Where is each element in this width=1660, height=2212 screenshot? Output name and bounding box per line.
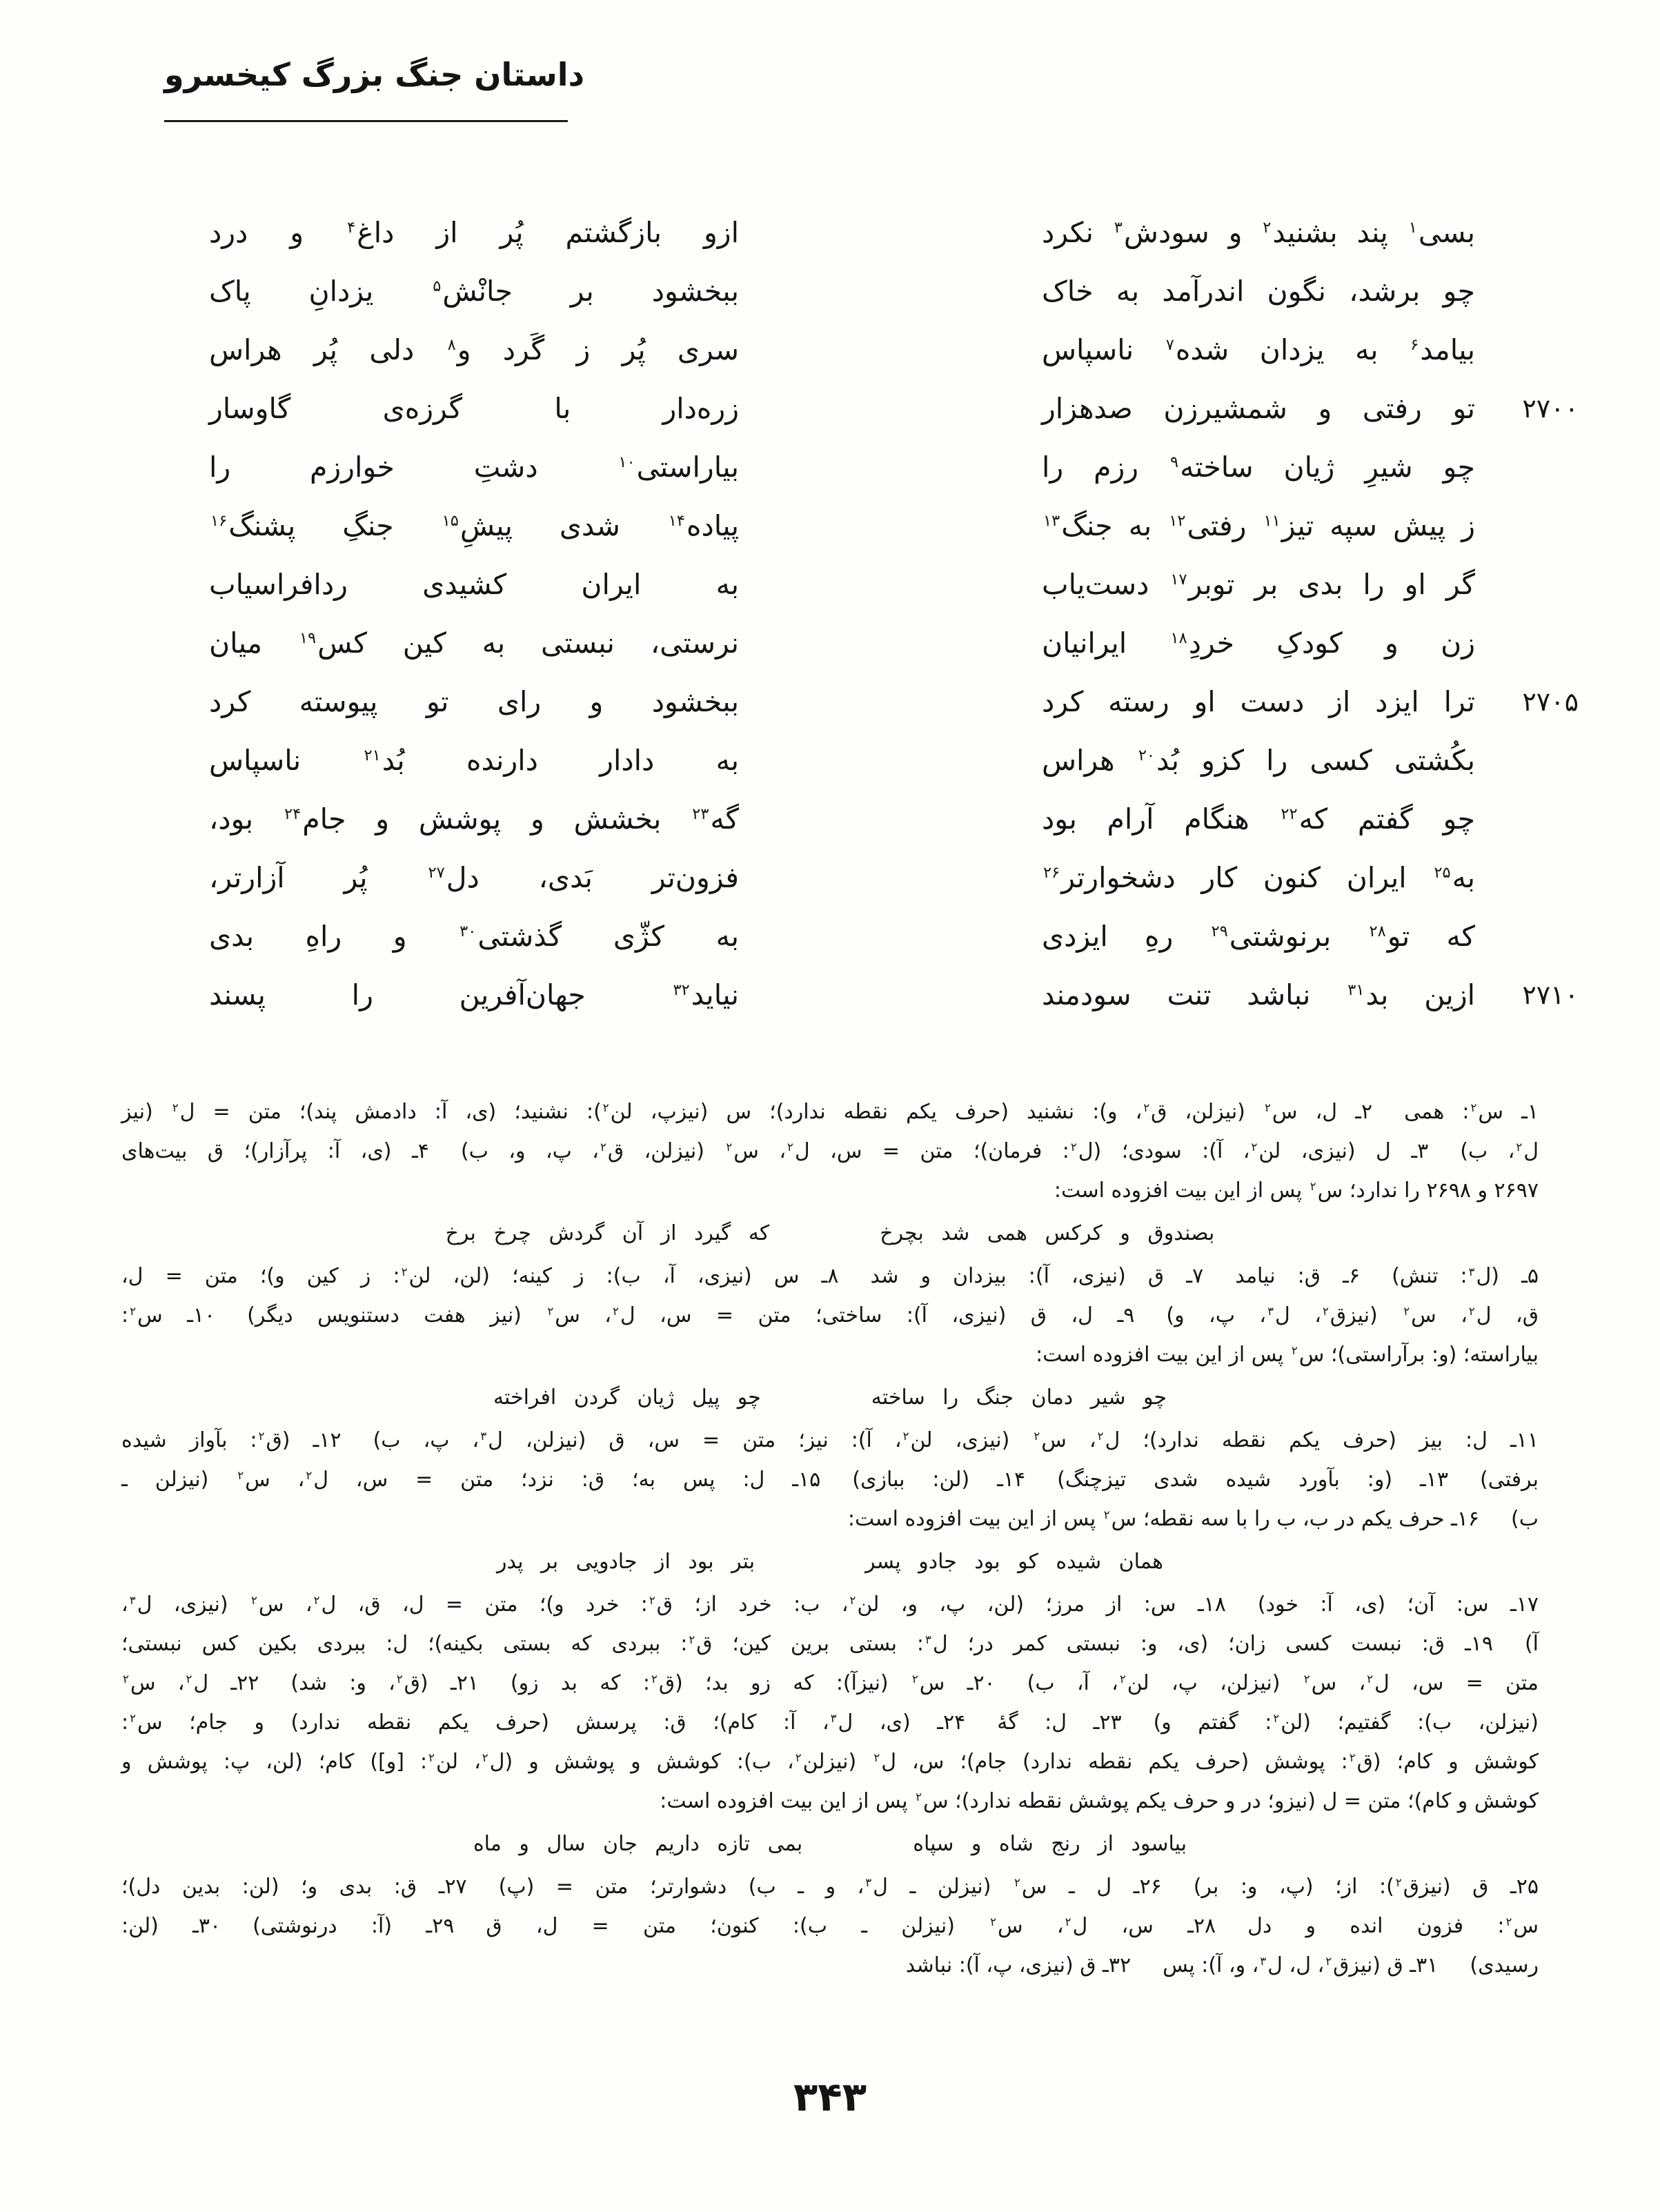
page-number: ۳۴۳ bbox=[793, 2073, 867, 2120]
poem bbox=[209, 204, 1579, 1025]
verse-row bbox=[209, 204, 1579, 262]
verse-row bbox=[209, 614, 1579, 673]
hemistich-left: ببخشود و رای تو پیوسته کرد bbox=[209, 685, 739, 718]
quote-hemistich-right: بیاسود از رنج شاه و سپاه bbox=[913, 1832, 1187, 1856]
verse-number bbox=[1475, 907, 1579, 966]
verse-number bbox=[1475, 731, 1579, 790]
quote-hemistich-left: که گیرد از آن گردش چرخ برخ bbox=[445, 1221, 770, 1245]
hemistich-right: زن و کودکِ خردِ$^{۱۸}$ ایرانیان bbox=[1042, 626, 1476, 660]
hemistich-right: به$^{۲۵}$ ایران کنون کار دشخوارتر$^{۲۶}$ bbox=[1043, 861, 1475, 894]
verse-row bbox=[209, 849, 1579, 907]
verse-number bbox=[1475, 438, 1579, 497]
verse-row bbox=[209, 438, 1579, 497]
footnote-line: ۲۵ـ ق (نیزق$^۲$): از؛ (پ، و: بر)۲۶ـ ل ـ س$^۲$ (نیزلن ـ ل$^۳$، و ـ ب) دشوارتر؛ متن = (پ)۲۷ـ ق: بدی و؛ (لن: بدین دل)؛ bbox=[121, 1875, 1539, 1899]
verse-number bbox=[1475, 849, 1579, 907]
quote-hemistich-right: چو شیر دمان جنگ را ساخته bbox=[871, 1385, 1167, 1410]
hemistich-right: ز پیش سپه تیز$^{۱۱}$ رفتی$^{۱۲}$ به جنگ$^{۱۳}$ bbox=[1043, 509, 1475, 542]
verse-row bbox=[209, 321, 1579, 379]
footnote-line: بیاراسته؛ (و: برآراستی)؛ س$^۲$ پس از این بیت افزوده است: bbox=[1036, 1343, 1539, 1367]
hemistich-left: به کژّی گذشتی$^{۳۰}$ و راهِ بدی bbox=[209, 920, 740, 953]
header-rule bbox=[164, 120, 568, 122]
verse-row bbox=[209, 966, 1579, 1025]
hemistich-left: نرستی، نبستی به کین کس$^{۱۹}$ میان bbox=[209, 626, 740, 660]
hemistich-right: بکُشتی کسی را کزو بُد$^{۲۰}$ هراس bbox=[1042, 744, 1476, 777]
quote-hemistich-left: بتر بود از جادویی بر پدر bbox=[497, 1550, 755, 1574]
verse-row bbox=[209, 379, 1579, 438]
footnote-line: ل$^۲$، ب)۳ـ ل (نیزی، لن$^۲$، آ): سودی؛ (ل$^۲$: فرمان)؛ متن = س، ل$^۲$، س$^۲$ (نیزلن، ق$^۲$، پ، و، ب)۴ـ (ی، آ: پرآزار)؛ ق بیت‌های bbox=[121, 1139, 1539, 1163]
footnote-line: برفتی)۱۳ـ (و: بآورد شیده شدی تیزچنگ)۱۴ـ (لن: ببازی)۱۵ـ ل: پس به؛ ق: نزد؛ متن = س، ل$^۲$، س$^۲$ (نیزلن ـ bbox=[121, 1468, 1539, 1492]
footnote-verse-quote bbox=[121, 1821, 1539, 1867]
hemistich-left: ازو بازگشتم پُر از داغ$^۴$ و درد bbox=[209, 216, 739, 249]
footnote-line: رسیدی)۳۱ـ ق (نیزق$^۲$، ل، ل$^۳$، و، آ): پس۳۲ـ ق (نیزی، پ، آ): نباشد bbox=[905, 1953, 1539, 1977]
hemistich-left: سری پُر ز گَرد و$^۸$ دلی پُر هراس bbox=[209, 333, 739, 366]
footnote-verse-quote bbox=[121, 1539, 1539, 1585]
verse-number bbox=[1475, 497, 1579, 555]
quote-hemistich-left: بمی تازه داریم جان سال و ماه bbox=[473, 1832, 803, 1856]
hemistich-left: ببخشود بر جانْش$^۵$ یزدانِ پاک bbox=[209, 275, 739, 308]
footnotes bbox=[121, 1092, 1539, 1985]
running-title: داستان جنگ بزرگ کیخسرو bbox=[164, 56, 585, 93]
hemistich-right: بیامد$^۶$ به یزدان شده$^۷$ ناسپاس bbox=[1042, 333, 1476, 366]
hemistich-left: بیاراستی$^{۱۰}$ دشتِ خوارزم را bbox=[209, 451, 739, 484]
hemistich-right: ازین بد$^{۳۱}$ نباشد تنت سودمند bbox=[1042, 978, 1476, 1011]
footnote-verse-quote bbox=[121, 1210, 1539, 1256]
verse-row bbox=[209, 673, 1579, 731]
verse-row bbox=[209, 555, 1579, 614]
verse-row bbox=[209, 907, 1579, 966]
verse-row bbox=[209, 790, 1579, 849]
verse-number bbox=[1475, 614, 1579, 673]
footnote-line: کوشش و کام؛ (ق$^۲$: پوشش (حرف یکم نقطه ندارد) جام)؛ س، ل$^۲$ (نیزلن$^۲$، ب): کوشش و پوشش و (ل$^۲$، لن$^۲$: [و]) کام؛ (لن، پ: پوشش و bbox=[121, 1750, 1539, 1774]
verse-row bbox=[209, 497, 1579, 555]
quote-hemistich-right: بصندوق و کرکس همی شد بچرخ bbox=[880, 1221, 1215, 1245]
footnote-line: آ)۱۹ـ ق: نبست کسی زان؛ (ی، و: نبستی کمر در؛ ل$^۳$: بستی برین کین؛ ق$^۲$: ببردی که بستی بکینه)؛ ل: ببردی بکین کس نبستی؛ bbox=[121, 1632, 1539, 1656]
hemistich-left: پیاده$^{۱۴}$ شدی پیشِ$^{۱۵}$ جنگِ پشنگ$^{۱۶}$ bbox=[210, 509, 739, 542]
verse-row bbox=[209, 731, 1579, 790]
verse-number: ۲۷۰۵ bbox=[1522, 687, 1579, 717]
verse-number: ۲۷۰۰ bbox=[1522, 393, 1579, 424]
footnote-line: ۱۷ـ س: آن؛ (ی، آ: خود)۱۸ـ س: از مرز؛ (لن، پ، و، لن$^۲$، ب: خرد از؛ ق$^۲$: خرد و)؛ متن = ل، ق، ل$^۲$، س$^۲$ (نیزی، ل$^۳$، bbox=[121, 1592, 1539, 1617]
hemistich-right: ترا ایزد از دست او رسته کرد bbox=[1042, 685, 1475, 718]
footnote-line: ۵ـ (ل$^۳$: تنش)۶ـ ق: نیامد۷ـ ق (نیزی، آ): بیزدان و شد۸ـ س (نیزی، آ، ب): ز کینه؛ (لن، لن$^۲$: ز کین و)؛ متن = ل، bbox=[121, 1264, 1539, 1288]
hemistich-left: نیاید$^{۳۲}$ جهان‌آفرین را پسند bbox=[209, 978, 739, 1011]
verse-number bbox=[1475, 204, 1579, 262]
hemistich-left: فزون‌تر بَدی، دل$^{۲۷}$ پُر آزارتر، bbox=[209, 861, 739, 894]
footnote-line: کوشش و کام)؛ متن = ل (نیزو؛ در و حرف یکم پوشش نقطه ندارد)؛ س$^۲$ پس از این بیت افزوده است: bbox=[660, 1789, 1539, 1813]
hemistich-right: که تو$^{۲۸}$ برنوشتی$^{۲۹}$ رهِ ایزدی bbox=[1042, 920, 1476, 953]
hemistich-right: چو شیرِ ژیان ساخته$^۹$ رزم را bbox=[1042, 451, 1475, 484]
footnote-line: ۲۶۹۷ و ۲۶۹۸ را ندارد؛ س$^۲$ پس از این بیت افزوده است: bbox=[1054, 1178, 1539, 1203]
verse-number bbox=[1475, 790, 1579, 849]
hemistich-right: چو برشد، نگون اندرآمد به خاک bbox=[1042, 275, 1475, 308]
footnote-line: ق، ل$^۲$، س$^۲$ (نیزق$^۲$، ل$^۳$، پ، و)۹ـ ل، ق (نیزی، آ): ساختی؛ متن = س، ل$^۲$، س$^۲$ (نیز هفت دستنویس دیگر)۱۰ـ س$^۲$: bbox=[121, 1303, 1539, 1327]
hemistich-right: تو رفتی و شمشیرزن صدهزار bbox=[1042, 392, 1475, 425]
hemistich-left: زره‌دار با گرزه‌ی گاوسار bbox=[209, 392, 739, 425]
quote-hemistich-right: همان شیده کو بود جادو پسر bbox=[865, 1550, 1163, 1574]
verse-number bbox=[1475, 321, 1579, 379]
verse-number bbox=[1475, 555, 1579, 614]
verse-number: ۲۷۱۰ bbox=[1522, 980, 1579, 1010]
hemistich-right: گر او را بدی بر توبر$^{۱۷}$ دست‌یاب bbox=[1042, 568, 1475, 601]
footnote-line: س$^۲$: فزون انده و دل۲۸ـ س، ل$^۲$، س$^۲$ (نیزلن ـ ب): کنون؛ متن = ل، ق۲۹ـ (آ: درنوشتی)۳۰ـ (لن: bbox=[121, 1914, 1539, 1938]
hemistich-right: چو گفتم که$^{۲۲}$ هنگام آرام بود bbox=[1042, 802, 1475, 836]
hemistich-left: گه$^{۲۳}$ بخشش و پوشش و جام$^{۲۴}$ بود، bbox=[209, 802, 739, 836]
hemistich-right: بسی$^۱$ پند بشنید$^۲$ و سودش$^۳$ نکرد bbox=[1042, 216, 1475, 249]
footnote-verse-quote bbox=[121, 1374, 1539, 1421]
footnote-line: (نیزلن، ب): گفتیم؛ (لن$^۲$: گفتم و)۲۳ـ ل: گهٔ۲۴ـ (ی، ل$^۳$، آ: کام)؛ ق: پرسش (حرف یکم نقطه ندارد) و جام؛ س$^۲$: bbox=[121, 1710, 1539, 1735]
footnote-line: ۱ـ س$^۲$: همی۲ـ ل، س$^۲$ (نیزلن، ق$^۲$، و): نشنید (حرف یکم نقطه ندارد)؛ س (نیزپ، لن$^۲$): نشنید؛ (ی، آ: دادمش پند)؛ متن = ل$^۲$ (نیز bbox=[121, 1100, 1539, 1124]
verse-number bbox=[1475, 262, 1579, 321]
hemistich-left: به دادار دارنده بُد$^{۲۱}$ ناسپاس bbox=[209, 744, 739, 777]
footnote-line: ب)۱۶ـ حرف یکم در ب، ب را با سه نقطه؛ س$^۲$ پس از این بیت افزوده است: bbox=[847, 1507, 1539, 1531]
quote-hemistich-left: چو پیل ژیان گردن افراخته bbox=[493, 1385, 761, 1410]
hemistich-left: به ایران کشیدی ردافراسیاب bbox=[209, 568, 739, 601]
footnote-line: متن = س، ل$^۲$، س$^۲$ (نیزلن، پ، لن$^۲$، آ، ب)۲۰ـ س$^۲$ (نیزآ): که زو بد؛ (ق$^۲$: که بد زو)۲۱ـ (ق$^۲$، و: شد)۲۲ـ ل$^۲$، س$^۲$ bbox=[123, 1671, 1539, 1695]
verse-row bbox=[209, 262, 1579, 321]
footnote-line: ۱۱ـ ل: بیز (حرف یکم نقطه ندارد)؛ ل$^۲$، س$^۲$ (نیزی، لن$^۲$، آ): نیز؛ متن = س، ق (نیزلن، ل$^۳$، پ، ب)۱۲ـ (ق$^۲$: بآواز شیده bbox=[121, 1428, 1539, 1452]
